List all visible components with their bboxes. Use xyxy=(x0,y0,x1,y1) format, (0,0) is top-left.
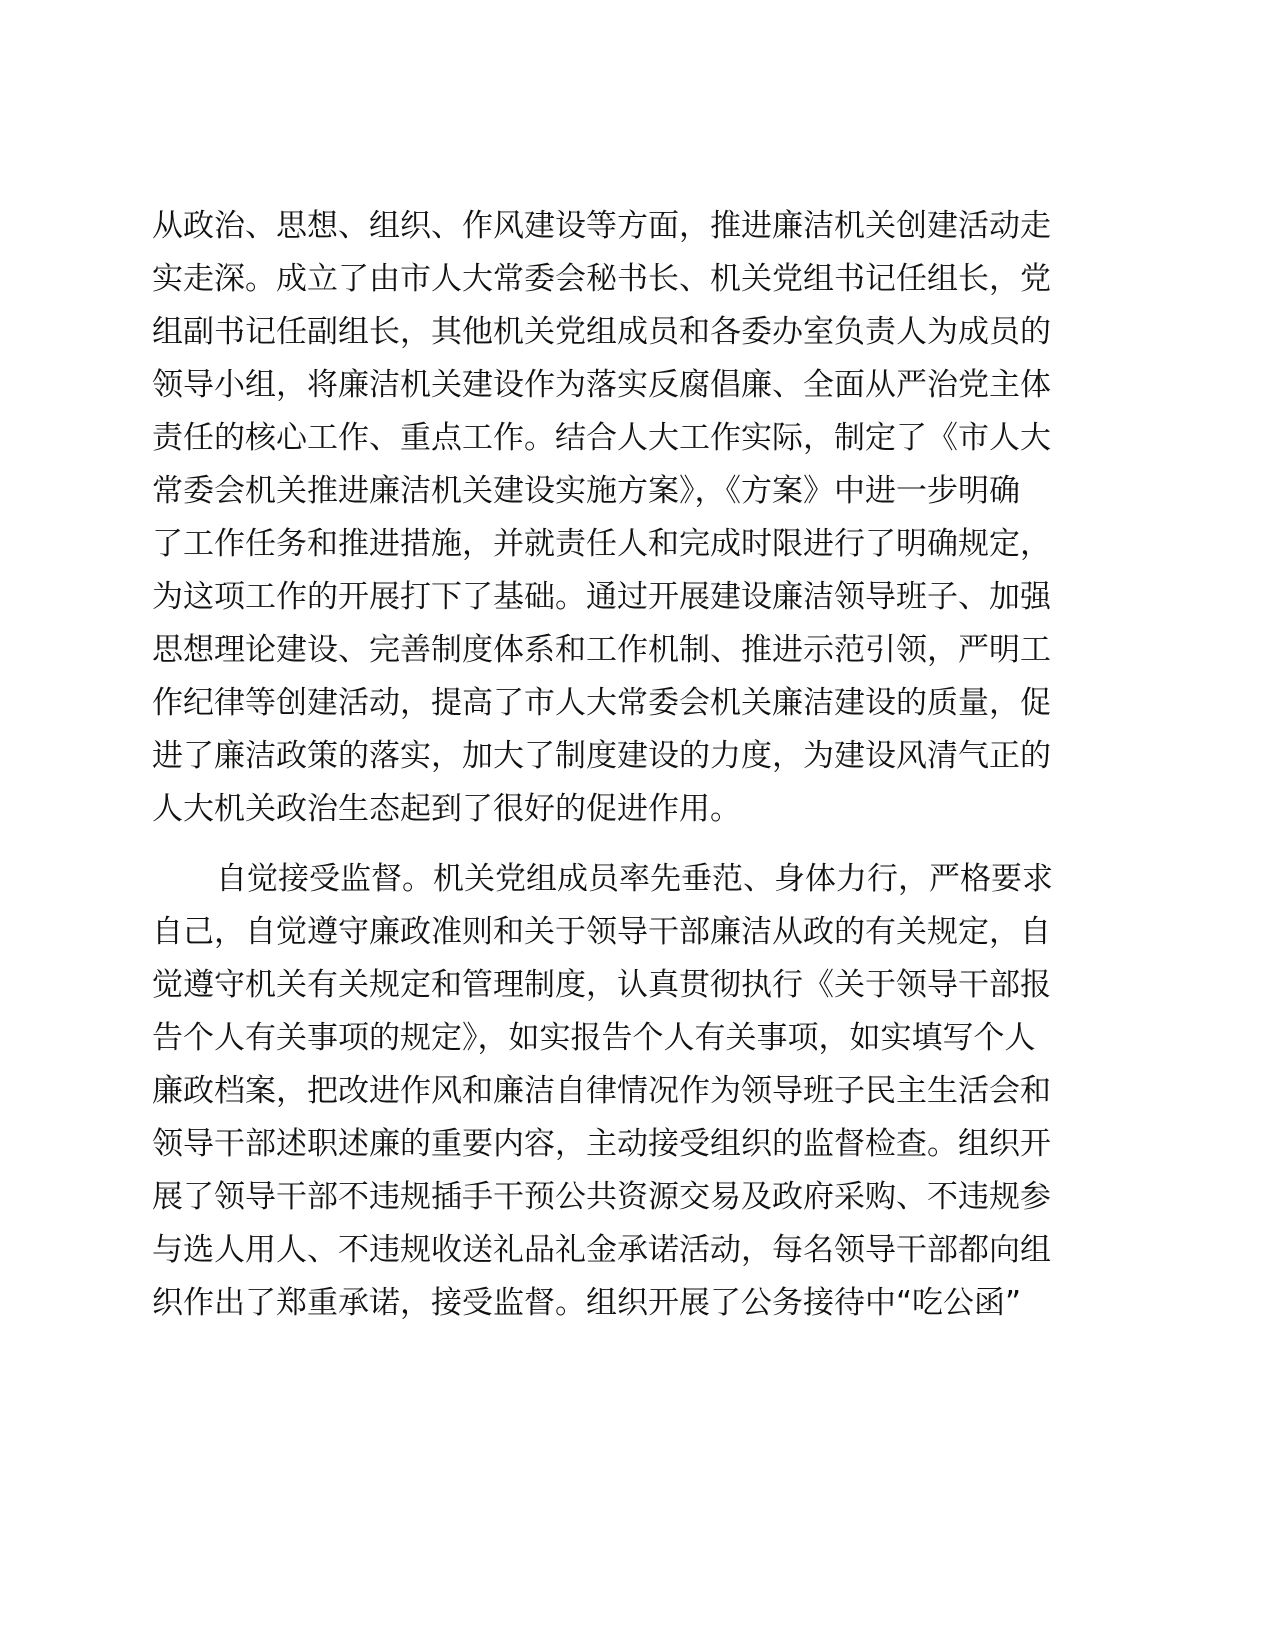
text-line: 与选人用人、不违规收送礼品礼金承诺活动，每名领导干部都向组 xyxy=(152,1232,1051,1268)
text-line: 进了廉洁政策的落实，加大了制度建设的力度，为建设风清气正的 xyxy=(152,738,1051,774)
text-line: 告个人有关事项的规定》，如实报告个人有关事项，如实填写个人 xyxy=(152,1020,1036,1056)
text-line: 人大机关政治生态起到了很好的促进作用。 xyxy=(152,791,741,827)
text-line: 思想理论建设、完善制度体系和工作机制、推进示范引领，严明工 xyxy=(152,632,1051,668)
document-body xyxy=(152,200,1122,1330)
text-line: 觉遵守机关有关规定和管理制度，认真贯彻执行《关于领导干部报 xyxy=(152,967,1051,1003)
text-line: 从政治、思想、组织、作风建设等方面，推进廉洁机关创建活动走 xyxy=(152,208,1051,244)
text-line: 责任的核心工作、重点工作。结合人大工作实际，制定了《市人大 xyxy=(152,420,1051,456)
text-line: 为这项工作的开展打下了基础。通过开展建设廉洁领导班子、加强 xyxy=(152,579,1051,615)
text-line: 常委会机关推进廉洁机关建设实施方案》，《方案》中进一步明确 xyxy=(152,473,1020,509)
text-line-indented: 自觉接受监督。机关党组成员率先垂范、身体力行，严格要求 xyxy=(216,861,1053,897)
text-line: 组副书记任副组长，其他机关党组成员和各委办室负责人为成员的 xyxy=(152,314,1051,350)
text-line: 作纪律等创建活动，提高了市人大常委会机关廉洁建设的质量，促 xyxy=(152,685,1051,721)
text-line: 廉政档案，把改进作风和廉洁自律情况作为领导班子民主生活会和 xyxy=(152,1073,1051,1109)
paragraph-2 xyxy=(152,853,1122,1330)
text-line: 实走深。成立了由市人大常委会秘书长、机关党组书记任组长，党 xyxy=(152,261,1051,297)
text-line: 展了领导干部不违规插手干预公共资源交易及政府采购、不违规参 xyxy=(152,1179,1051,1215)
text-line: 了工作任务和推进措施，并就责任人和完成时限进行了明确规定， xyxy=(152,526,1051,562)
text-line: 领导干部述职述廉的重要内容，主动接受组织的监督检查。组织开 xyxy=(152,1126,1051,1162)
text-line: 领导小组，将廉洁机关建设作为落实反腐倡廉、全面从严治党主体 xyxy=(152,367,1051,403)
text-line: 自己，自觉遵守廉政准则和关于领导干部廉洁从政的有关规定，自 xyxy=(152,914,1051,950)
text-line: 织作出了郑重承诺，接受监督。组织开展了公务接待中“吃公函” xyxy=(152,1285,1022,1321)
paragraph-1 xyxy=(152,200,1122,836)
paragraph-spacing xyxy=(152,836,1122,853)
